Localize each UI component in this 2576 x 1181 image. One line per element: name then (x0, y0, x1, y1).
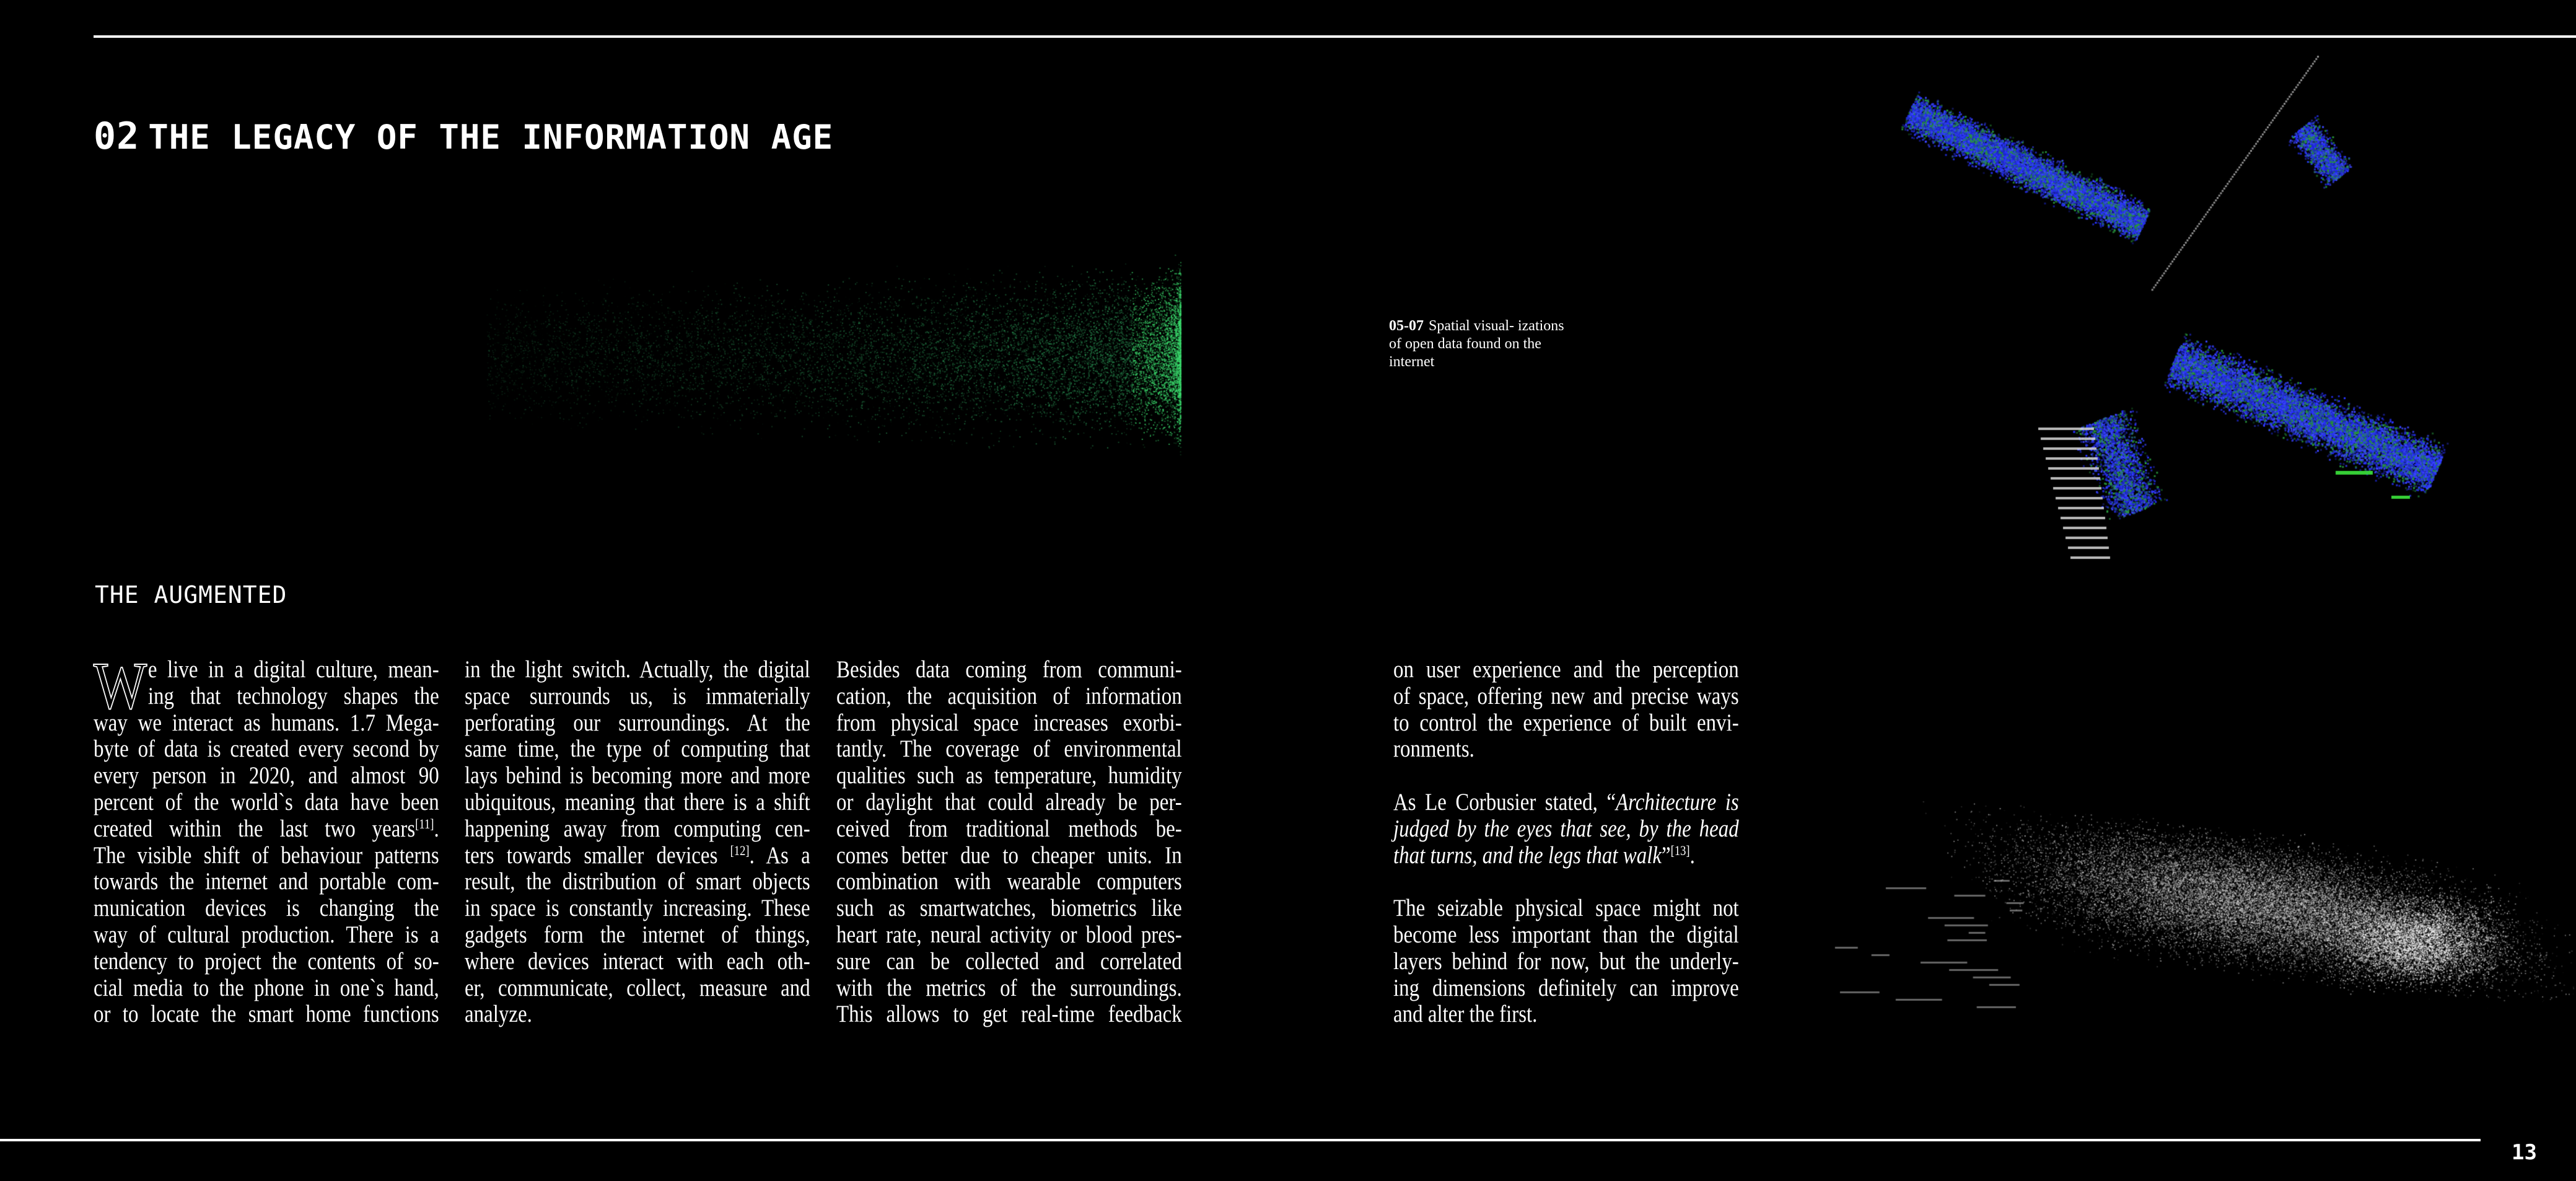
text-segment: ” (1661, 841, 1671, 869)
text-line (465, 763, 810, 789)
text-segment: to control the experience of built envi- (1393, 709, 1739, 736)
quote-text: Architecture is (1615, 788, 1739, 815)
text-line (465, 710, 810, 737)
text-line (836, 975, 1182, 1002)
text-line (465, 843, 810, 869)
text-segment: way of cultural production. There is a (94, 921, 439, 948)
text-segment: in the light switch. Actually, the digital (465, 656, 810, 683)
top-rule-divider (94, 35, 2576, 38)
text-segment: Besides data coming from communi- (836, 656, 1182, 683)
text-line (94, 843, 439, 869)
text-line (1393, 843, 1739, 869)
text-line (836, 683, 1182, 710)
text-line (836, 816, 1182, 843)
citation-reference: [12] (730, 842, 750, 858)
text-line (836, 843, 1182, 869)
text-segment: or daylight that could already be per- (836, 788, 1182, 815)
text-line (465, 869, 810, 895)
text-line (465, 683, 810, 710)
text-line (465, 1001, 810, 1028)
body-column-4 (1393, 657, 1739, 1028)
text-line (836, 1001, 1182, 1028)
text-line (836, 736, 1182, 763)
text-line (465, 816, 810, 843)
text-line (465, 736, 810, 763)
text-line (1393, 975, 1739, 1002)
text-line (94, 869, 439, 895)
text-segment: layers behind for now, but the underly- (1393, 947, 1739, 975)
text-line (1393, 922, 1739, 949)
quote-text: that turns, and the legs that walk (1393, 841, 1662, 869)
text-segment: towards the internet and portable com- (94, 868, 439, 895)
text-line (836, 922, 1182, 949)
figure-reference: 05-07 (1389, 318, 1424, 334)
text-line (94, 1001, 439, 1028)
text-segment: cial media to the phone in one`s hand, (94, 974, 439, 1001)
text-line (836, 869, 1182, 895)
section-subheading: THE AUGMENTED (95, 581, 287, 608)
text-line (836, 657, 1182, 683)
text-segment: combination with wearable computers (836, 868, 1182, 895)
text-line (94, 816, 439, 843)
text-segment: and alter the first. (1393, 1001, 1538, 1028)
text-line (1393, 869, 1739, 895)
text-segment: tendency to project the contents of so- (94, 947, 439, 975)
text-segment: This allows to get real-time feedback (836, 1001, 1182, 1028)
text-segment: created within the last two years (94, 815, 416, 842)
text-segment: The visible shift of behaviour patterns (94, 841, 439, 869)
drop-cap: W (94, 649, 147, 723)
text-line (1393, 657, 1739, 683)
text-line (94, 789, 439, 816)
text-segment: way we interact as humans. 1.7 Mega- (94, 709, 439, 736)
figure-caption (1389, 317, 1575, 371)
text-segment: tantly. The coverage of environmental (836, 735, 1182, 763)
text-line (1393, 763, 1739, 789)
text-line (836, 949, 1182, 975)
body-column-1 (94, 649, 439, 1028)
text-line (1393, 789, 1739, 816)
text-segment: qualities such as temperature, humidity (836, 762, 1182, 789)
text-segment: percent of the world`s data have been (94, 788, 439, 815)
text-line (465, 922, 810, 949)
bottom-rule-divider (0, 1139, 2481, 1141)
text-segment: perforating our surroundings. At the (465, 709, 810, 736)
text-segment: . (1689, 841, 1695, 869)
text-line (465, 949, 810, 975)
text-segment: lays behind is becoming more and more (465, 762, 810, 789)
text-line (836, 710, 1182, 737)
text-segment: er, communicate, collect, measure and (465, 974, 810, 1001)
text-segment: from physical space increases exorbi- (836, 709, 1182, 736)
text-line (1393, 1001, 1739, 1028)
quote-text: judged by the eyes that see, by the head (1393, 815, 1739, 842)
text-segment: such as smartwatches, biometrics like (836, 895, 1182, 922)
text-segment: ing that technology shapes the (147, 682, 439, 709)
text-line (94, 922, 439, 949)
text-segment: where devices interact with each oth- (465, 947, 810, 975)
text-segment: on user experience and the perception (1393, 656, 1739, 683)
citation-reference: [13] (1670, 842, 1690, 858)
chapter-number: 02 (94, 115, 140, 158)
text-line (1393, 895, 1739, 922)
text-segment: heart rate, neural activity or blood pres- (836, 921, 1182, 948)
text-line (1393, 736, 1739, 763)
citation-reference: [11] (415, 815, 434, 832)
body-column-3 (836, 657, 1182, 1028)
text-line (94, 975, 439, 1002)
text-segment: become less important than the digital (1393, 921, 1739, 948)
text-line (1393, 683, 1739, 710)
text-line (465, 789, 810, 816)
text-segment: result, the distribution of smart objects (465, 868, 810, 895)
page-number: 13 (2512, 1140, 2537, 1165)
text-line (465, 975, 810, 1002)
text-line (94, 736, 439, 763)
text-segment: munication devices is changing the (94, 895, 439, 922)
text-segment: space surrounds us, is immaterially (465, 682, 810, 709)
text-line (836, 763, 1182, 789)
text-line (94, 895, 439, 922)
text-segment: As Le Corbusier stated, “ (1393, 788, 1616, 815)
caption-text: Spatial visual- izations of open data found on the internet (1389, 318, 1564, 370)
text-segment: comes better due to cheaper units. In (836, 841, 1182, 869)
text-segment: in space is constantly increasing. These (465, 895, 810, 922)
text-segment: happening away from computing cen- (465, 815, 810, 842)
text-segment: byte of data is created every second by (94, 735, 439, 763)
text-line (1393, 816, 1739, 843)
text-line (465, 895, 810, 922)
text-line (94, 763, 439, 789)
text-segment: ronments. (1393, 735, 1474, 763)
text-segment: same time, the type of computing that (465, 735, 810, 763)
chapter-title-text: THE LEGACY OF THE INFORMATION AGE (148, 118, 834, 157)
text-line (836, 895, 1182, 922)
body-column-2 (465, 657, 810, 1028)
text-segment: . As a (749, 841, 810, 869)
text-segment: ters towards smaller devices (465, 841, 730, 869)
text-line (1393, 710, 1739, 737)
text-segment: sure can be collected and correlated (836, 947, 1182, 975)
text-segment: analyze. (465, 1001, 532, 1028)
text-line (465, 657, 810, 683)
text-segment: ubiquitous, meaning that there is a shift (465, 788, 810, 815)
text-line (94, 949, 439, 975)
text-segment: of space, offering new and precise ways (1393, 682, 1739, 709)
text-segment: or to locate the smart home functions (94, 1001, 439, 1028)
text-segment: The seizable physical space might not (1393, 895, 1739, 922)
text-segment: gadgets form the internet of things, (465, 921, 810, 948)
text-segment: with the metrics of the surroundings. (836, 974, 1182, 1001)
text-line (836, 789, 1182, 816)
text-segment: . (434, 815, 439, 842)
text-segment: cation, the acquisition of information (836, 682, 1182, 709)
text-segment: e live in a digital culture, mean- (147, 656, 439, 683)
text-line (1393, 949, 1739, 975)
text-segment: every person in 2020, and almost 90 (94, 762, 439, 789)
chapter-title (94, 115, 833, 158)
text-segment: ceived from traditional methods be- (836, 815, 1182, 842)
text-segment: ing dimensions definitely can improve (1393, 974, 1739, 1001)
